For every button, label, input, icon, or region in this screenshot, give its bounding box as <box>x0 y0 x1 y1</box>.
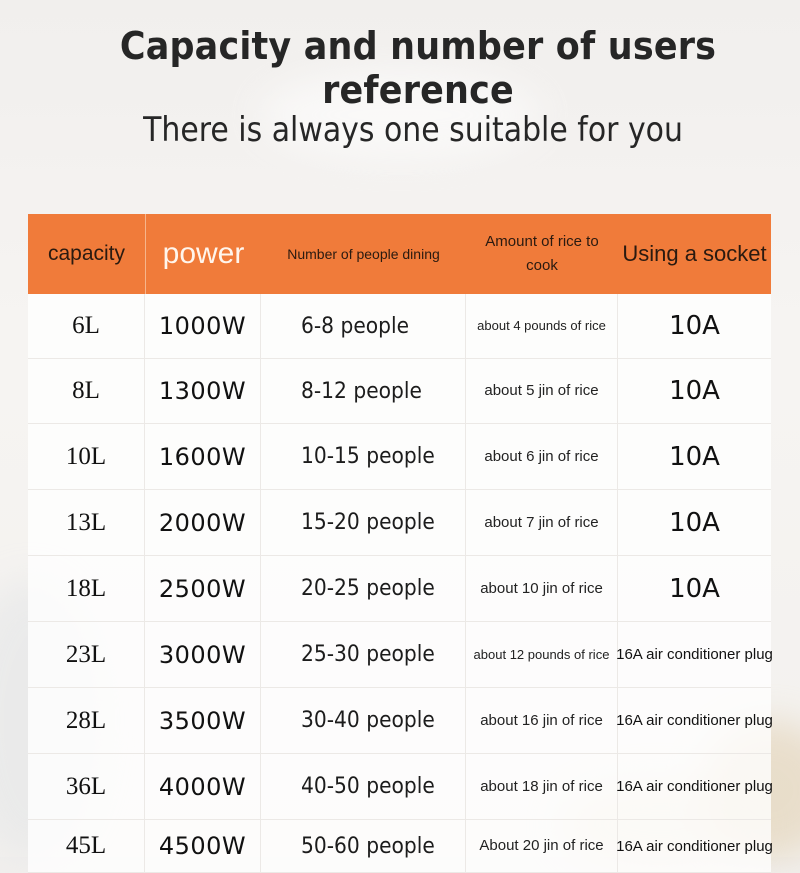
people-cell <box>261 820 466 872</box>
people-cell <box>261 688 466 753</box>
rice-cell: about 16 jin of rice <box>466 688 618 753</box>
people-cell <box>261 424 466 489</box>
capacity-cell: 18L <box>28 556 145 621</box>
page-subtitle: There is always one suitable for you <box>143 110 683 150</box>
table-row <box>28 424 771 490</box>
socket-cell: 10A <box>669 507 720 538</box>
table-row <box>28 622 771 688</box>
table-row <box>28 820 771 873</box>
table-header-row <box>28 214 771 294</box>
people-cell <box>261 556 466 621</box>
people-cell <box>261 754 466 819</box>
capacity-cell: 13L <box>28 490 145 555</box>
rice-cell: about 5 jin of rice <box>466 359 618 423</box>
power-cell: 4500W <box>145 820 261 872</box>
rice-cell: about 18 jin of rice <box>466 754 618 819</box>
rice-cell: about 4 pounds of rice <box>466 294 618 358</box>
capacity-cell: 6L <box>28 294 145 358</box>
socket-text: 16A air conditioner plug <box>616 646 773 663</box>
socket-cell <box>618 688 771 753</box>
people-cell <box>261 490 466 555</box>
socket-text: 16A air conditioner plug <box>616 837 773 855</box>
capacity-cell: 36L <box>28 754 145 819</box>
table-row <box>28 359 771 424</box>
people-cell <box>261 622 466 687</box>
header-rice: Amount of rice to cook <box>485 233 599 274</box>
people-text: 15-20 people <box>301 510 435 535</box>
people-text: 40-50 people <box>301 774 435 799</box>
socket-text: 16A air conditioner plug <box>616 778 773 795</box>
capacity-cell: 10L <box>28 424 145 489</box>
rice-cell: about 6 jin of rice <box>466 424 618 489</box>
power-cell: 1300W <box>145 359 261 423</box>
table-row <box>28 754 771 820</box>
table-row <box>28 688 771 754</box>
socket-cell: 10A <box>669 376 720 406</box>
power-cell: 3000W <box>145 622 261 687</box>
socket-cell <box>618 754 771 819</box>
header-socket: Using a socket <box>622 241 767 266</box>
power-cell: 2500W <box>145 556 261 621</box>
socket-cell <box>618 622 771 687</box>
page-title: Capacity and number of users reference <box>119 24 717 112</box>
people-text: 6-8 people <box>301 313 410 339</box>
people-text: 50-60 people <box>301 833 435 859</box>
socket-text: 16A air conditioner plug <box>616 712 773 729</box>
people-text: 30-40 people <box>301 708 435 733</box>
header-capacity: capacity <box>47 242 126 265</box>
table-row <box>28 294 771 359</box>
socket-cell: 10A <box>669 441 720 472</box>
table-row <box>28 556 771 622</box>
header-people: Number of people dining <box>287 246 440 262</box>
rice-cell: About 20 jin of rice <box>466 820 618 872</box>
rice-cell: about 12 pounds of rice <box>466 622 618 687</box>
power-cell: 2000W <box>145 490 261 555</box>
rice-cell: about 7 jin of rice <box>466 490 618 555</box>
people-cell <box>261 294 466 358</box>
header-power: power <box>145 214 261 294</box>
power-cell: 3500W <box>145 688 261 753</box>
people-text: 10-15 people <box>301 444 435 469</box>
power-cell: 4000W <box>145 754 261 819</box>
socket-cell: 10A <box>669 311 720 341</box>
table-row <box>28 490 771 556</box>
capacity-cell: 28L <box>28 688 145 753</box>
socket-cell <box>618 820 771 872</box>
socket-cell: 10A <box>669 573 720 604</box>
rice-cell: about 10 jin of rice <box>466 556 618 621</box>
capacity-cell: 8L <box>28 359 145 423</box>
capacity-cell: 23L <box>28 622 145 687</box>
people-text: 20-25 people <box>301 576 435 601</box>
power-cell: 1600W <box>145 424 261 489</box>
people-cell <box>261 359 466 423</box>
capacity-table <box>28 214 771 873</box>
power-cell: 1000W <box>145 294 261 358</box>
people-text: 25-30 people <box>301 642 435 667</box>
capacity-cell: 45L <box>28 820 145 872</box>
people-text: 8-12 people <box>301 378 422 404</box>
